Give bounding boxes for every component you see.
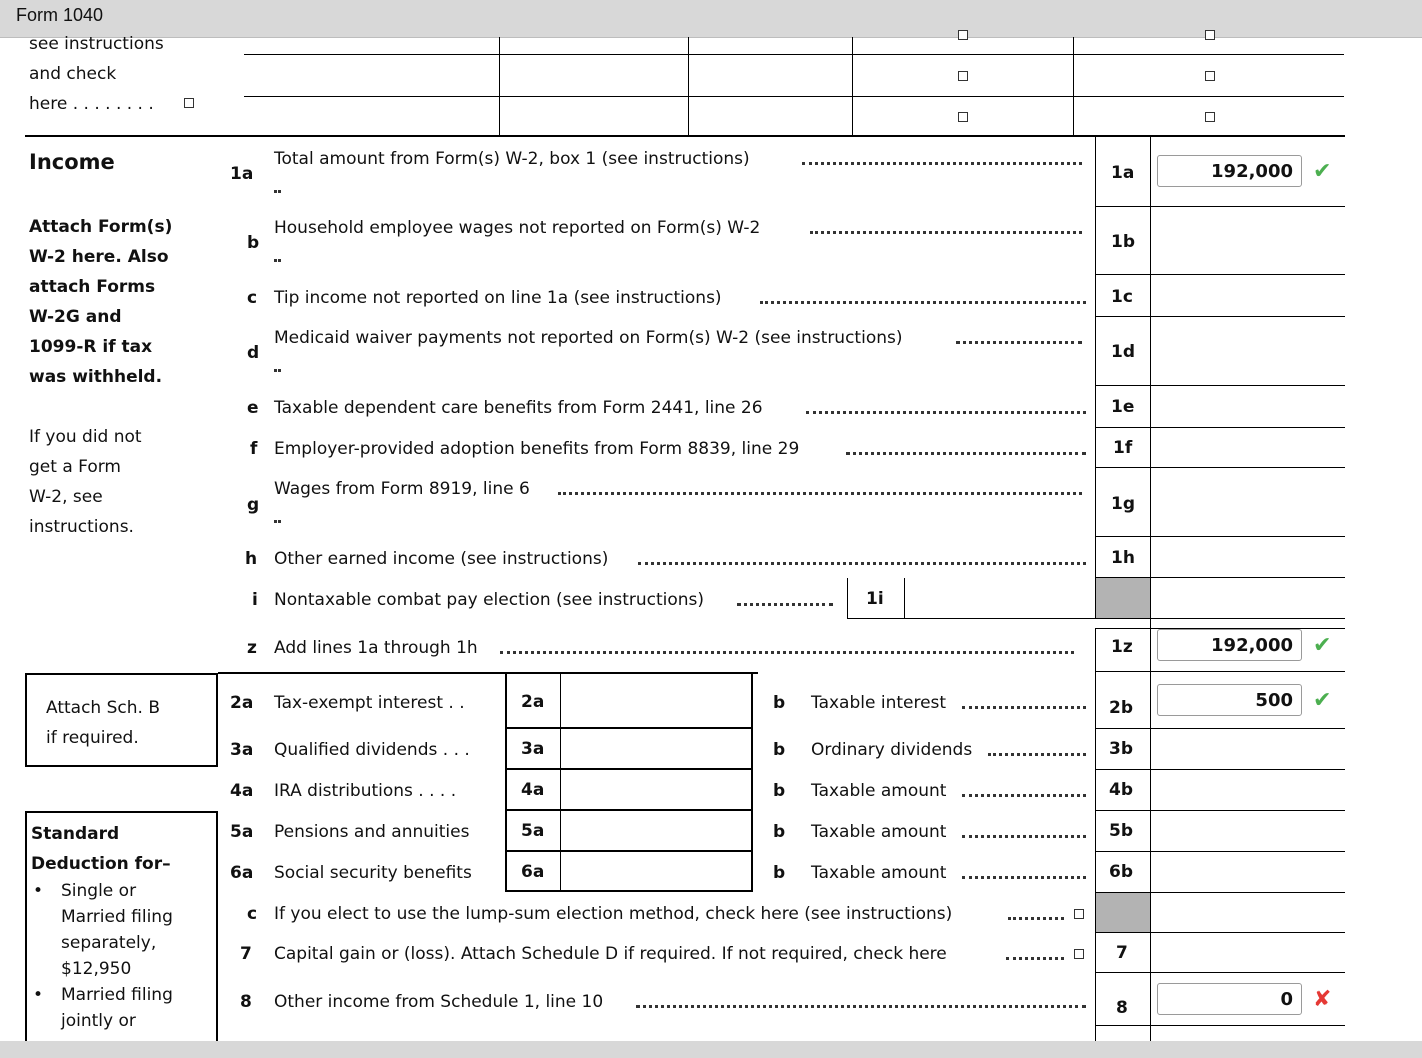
line-8-text: Other income from Schedule 1, line 10 <box>274 992 604 1012</box>
divider <box>1095 274 1345 275</box>
no-w2-note-4: instructions. <box>29 517 134 537</box>
attach-note-5: 1099-R if tax <box>29 337 153 357</box>
leader-dots <box>636 1001 1086 1008</box>
attach-note-2: W-2 here. Also <box>29 247 169 267</box>
line-8-error-icon: ✘ <box>1313 987 1332 1012</box>
line-4a-number: 4a <box>230 781 254 801</box>
line-5b-letter: b <box>773 822 786 842</box>
leader-dots <box>806 407 1086 414</box>
divider <box>1095 671 1345 672</box>
line-4b-letter: b <box>773 781 786 801</box>
line-1d-letter: d <box>247 343 260 363</box>
line-1e-input[interactable] <box>1152 387 1344 425</box>
box-1a-label: 1a <box>1111 163 1135 183</box>
divider <box>560 673 561 892</box>
leader-dots <box>962 831 1086 838</box>
line-6b-input[interactable] <box>1152 853 1344 890</box>
divider <box>505 890 753 892</box>
divider <box>1095 536 1345 537</box>
divider <box>1095 810 1345 811</box>
std-item-2: Married filing <box>61 907 173 927</box>
line-1c-text: Tip income not reported on line 1a (see instructions) <box>274 288 722 308</box>
leader-dots <box>988 749 1086 756</box>
leader-dots <box>962 790 1086 797</box>
box-6a-label: 6a <box>521 862 545 882</box>
leader-dots <box>274 186 278 193</box>
divider <box>244 96 1344 97</box>
instructions-line-3: here . . . . . . . . <box>29 94 154 114</box>
window-bottom-bar <box>0 1041 1422 1058</box>
line-1i-letter: i <box>252 590 258 610</box>
line-1a-text: Total amount from Form(s) W-2, box 1 (see instructions) <box>274 149 750 169</box>
divider <box>852 37 853 135</box>
line-7-checkbox[interactable] <box>1074 949 1084 959</box>
bullet: • <box>33 985 44 1005</box>
line-8-number: 8 <box>240 992 252 1012</box>
sched-b-note-1: Attach Sch. B <box>46 698 160 718</box>
divider <box>1095 769 1345 770</box>
line-6c-letter: c <box>247 904 258 924</box>
divider <box>1095 851 1345 852</box>
line-1d-input[interactable] <box>1152 318 1344 383</box>
box-4a-label: 4a <box>521 780 545 800</box>
line-1f-text: Employer-provided adoption benefits from Form 8839, line 29 <box>274 439 800 459</box>
attach-note-1: Attach Form(s) <box>29 217 173 237</box>
line-1e-letter: e <box>247 398 259 418</box>
dependent-checkbox[interactable] <box>958 112 968 122</box>
divider <box>688 37 689 135</box>
box-label-column-divider <box>1095 628 1096 1048</box>
line-5a-input[interactable] <box>562 812 750 849</box>
std-item-1: Single or <box>61 881 137 901</box>
line-1z-valid-icon: ✔ <box>1313 633 1332 658</box>
sched-b-note-2: if required. <box>46 728 139 748</box>
line-6b-letter: b <box>773 863 786 883</box>
line-7-text: Capital gain or (loss). Attach Schedule D if required. If not required, check here <box>274 944 947 964</box>
line-1c-input[interactable] <box>1152 276 1344 314</box>
leader-dots <box>500 647 1074 654</box>
line-6a-number: 6a <box>230 863 254 883</box>
box-4b-label: 4b <box>1109 780 1133 800</box>
no-w2-note-1: If you did not <box>29 427 142 447</box>
box-1z-label: 1z <box>1111 637 1133 657</box>
line-1f-input[interactable] <box>1152 429 1344 465</box>
box-5a-label: 5a <box>521 821 545 841</box>
box-3b-label: 3b <box>1109 739 1133 759</box>
line-1a-valid-icon: ✔ <box>1313 159 1332 184</box>
box-1h-label: 1h <box>1111 548 1135 568</box>
line-1h-letter: h <box>245 549 258 569</box>
line-1g-input[interactable] <box>1152 469 1344 534</box>
divider <box>1095 427 1345 428</box>
bullet: • <box>33 881 44 901</box>
box-1e-label: 1e <box>1111 397 1135 417</box>
divider <box>244 54 1344 55</box>
line-1z-letter: z <box>247 638 257 658</box>
line-5a-text: Pensions and annuities <box>274 822 470 842</box>
std-item-3: separately, <box>61 933 157 953</box>
divider <box>1095 467 1345 468</box>
dependent-checkbox[interactable] <box>1205 112 1215 122</box>
line-2b-input[interactable]: 500 <box>1157 684 1302 716</box>
line-3b-input[interactable] <box>1152 730 1344 767</box>
attach-note-3: attach Forms <box>29 277 156 297</box>
box-2b-label: 2b <box>1109 698 1133 718</box>
leader-dots <box>962 872 1086 879</box>
divider <box>1095 618 1345 619</box>
box-6b-label: 6b <box>1109 862 1133 882</box>
dependent-checkbox[interactable] <box>1205 71 1215 81</box>
line-5b-text: Taxable amount <box>811 822 947 842</box>
attach-note-4: W-2G and <box>29 307 122 327</box>
leader-dots <box>1008 913 1064 920</box>
line-8-input[interactable]: 0 <box>1157 983 1302 1015</box>
box-7-label: 7 <box>1116 943 1128 963</box>
window-title: Form 1040 <box>16 5 104 25</box>
attach-note-6: was withheld. <box>29 367 163 387</box>
section-divider <box>25 135 1345 137</box>
divider <box>505 673 507 892</box>
std-deduction-title-2: Deduction for– <box>31 854 171 874</box>
divider <box>1095 728 1345 729</box>
leader-dots <box>760 297 1086 304</box>
line-6a-text: Social security benefits <box>274 863 472 883</box>
divider <box>1073 37 1074 135</box>
line-2b-text: Taxable interest <box>811 693 947 713</box>
line-6b-text: Taxable amount <box>811 863 947 883</box>
leader-dots <box>558 488 1082 495</box>
no-w2-note-2: get a Form <box>29 457 121 477</box>
line-2b-valid-icon: ✔ <box>1313 688 1332 713</box>
leader-dots <box>737 599 833 606</box>
divider <box>751 673 753 892</box>
line-2b-letter: b <box>773 693 786 713</box>
leader-dots <box>802 158 1082 165</box>
divider <box>1095 972 1345 973</box>
line-2a-number: 2a <box>230 693 254 713</box>
line-2a-text: Tax-exempt interest . . <box>274 693 465 713</box>
divider <box>847 618 1095 619</box>
line-1c-letter: c <box>247 288 258 308</box>
box-5b-label: 5b <box>1109 821 1133 841</box>
line-4b-input[interactable] <box>1152 771 1344 808</box>
line-3b-letter: b <box>773 740 786 760</box>
divider <box>1095 316 1345 317</box>
box-1g-label: 1g <box>1111 494 1135 514</box>
dependent-checkbox[interactable] <box>1205 30 1215 40</box>
income-heading: Income <box>29 150 115 174</box>
box-2a-label: 2a <box>521 692 545 712</box>
box-1f-label: 1f <box>1113 438 1133 458</box>
instructions-line-1: see instructions <box>29 34 164 54</box>
line-6c-text: If you elect to use the lump-sum election method, check here (see instructions) <box>274 904 953 924</box>
line-4a-input[interactable] <box>562 771 750 808</box>
line-1f-letter: f <box>250 439 258 459</box>
line-4a-text: IRA distributions . . . . <box>274 781 457 801</box>
line-1b-letter: b <box>247 233 260 253</box>
line-1b-input[interactable] <box>1152 208 1344 272</box>
leader-dots <box>810 227 1082 234</box>
leader-dots <box>638 558 1086 565</box>
std-deduction-title-1: Standard <box>31 824 120 844</box>
box-8-label: 8 <box>1116 998 1128 1018</box>
box-1d-label: 1d <box>1111 342 1135 362</box>
line-3b-text: Ordinary dividends <box>811 740 973 760</box>
line-3a-text: Qualified dividends . . . <box>274 740 470 760</box>
line-2a-input[interactable] <box>562 675 750 726</box>
line-3a-input[interactable] <box>562 730 750 767</box>
dependent-checkbox[interactable] <box>958 71 968 81</box>
leader-dots <box>1006 953 1064 960</box>
box-1i-label: 1i <box>866 589 884 609</box>
line-1h-input[interactable] <box>1152 538 1344 575</box>
line-1e-text: Taxable dependent care benefits from Form 2441, line 26 <box>274 398 763 418</box>
divider <box>499 37 500 135</box>
line-7-input[interactable] <box>1152 934 1344 971</box>
line-1a-input[interactable]: 192,000 <box>1157 155 1302 187</box>
line-6a-input[interactable] <box>562 853 750 889</box>
divider <box>1095 932 1345 933</box>
box-1b-label: 1b <box>1111 232 1135 252</box>
divider <box>847 578 848 618</box>
divider <box>505 850 753 852</box>
box-label-column-divider <box>1095 137 1096 619</box>
line-6c-checkbox[interactable] <box>1074 909 1084 919</box>
std-item-4: $12,950 <box>61 959 132 979</box>
line-1z-text: Add lines 1a through 1h <box>274 638 478 658</box>
leader-dots <box>274 516 278 523</box>
line-4b-text: Taxable amount <box>811 781 947 801</box>
leader-dots <box>956 337 1082 344</box>
divider <box>1095 385 1345 386</box>
divider <box>1095 206 1345 207</box>
line-1z-input[interactable]: 192,000 <box>1157 629 1302 661</box>
box-3a-label: 3a <box>521 739 545 759</box>
line-1a-number: 1a <box>230 164 254 184</box>
box-1c-label: 1c <box>1111 287 1133 307</box>
line-1g-text: Wages from Form 8919, line 6 <box>274 479 530 499</box>
line-5b-input[interactable] <box>1152 812 1344 849</box>
divider <box>505 768 753 770</box>
leader-dots <box>962 702 1086 709</box>
line-5a-number: 5a <box>230 822 254 842</box>
line-1i-text: Nontaxable combat pay election (see instructions) <box>274 590 705 610</box>
line-7-number: 7 <box>240 944 252 964</box>
divider <box>904 578 905 618</box>
std-item-5: Married filing <box>61 985 173 1005</box>
line-3a-number: 3a <box>230 740 254 760</box>
shaded-cell <box>1096 578 1150 618</box>
std-item-6: jointly or <box>61 1011 136 1031</box>
divider <box>1095 1025 1345 1026</box>
no-w2-note-3: W-2, see <box>29 487 103 507</box>
dependent-checkbox[interactable] <box>958 30 968 40</box>
line-1d-text: Medicaid waiver payments not reported on Form(s) W-2 (see instructions) <box>274 328 903 348</box>
line-1b-text: Household employee wages not reported on Form(s) W-2 <box>274 218 761 238</box>
leader-dots <box>274 365 278 372</box>
line-1h-text: Other earned income (see instructions) <box>274 549 609 569</box>
line-1g-letter: g <box>247 495 260 515</box>
line-1i-input[interactable] <box>906 580 1094 617</box>
leader-dots <box>846 448 1086 455</box>
leader-dots <box>274 255 278 262</box>
dependents-checkbox[interactable] <box>184 98 194 108</box>
shaded-cell <box>1096 893 1150 932</box>
divider <box>505 727 753 729</box>
divider <box>505 809 753 811</box>
divider <box>218 672 758 674</box>
instructions-line-2: and check <box>29 64 117 84</box>
